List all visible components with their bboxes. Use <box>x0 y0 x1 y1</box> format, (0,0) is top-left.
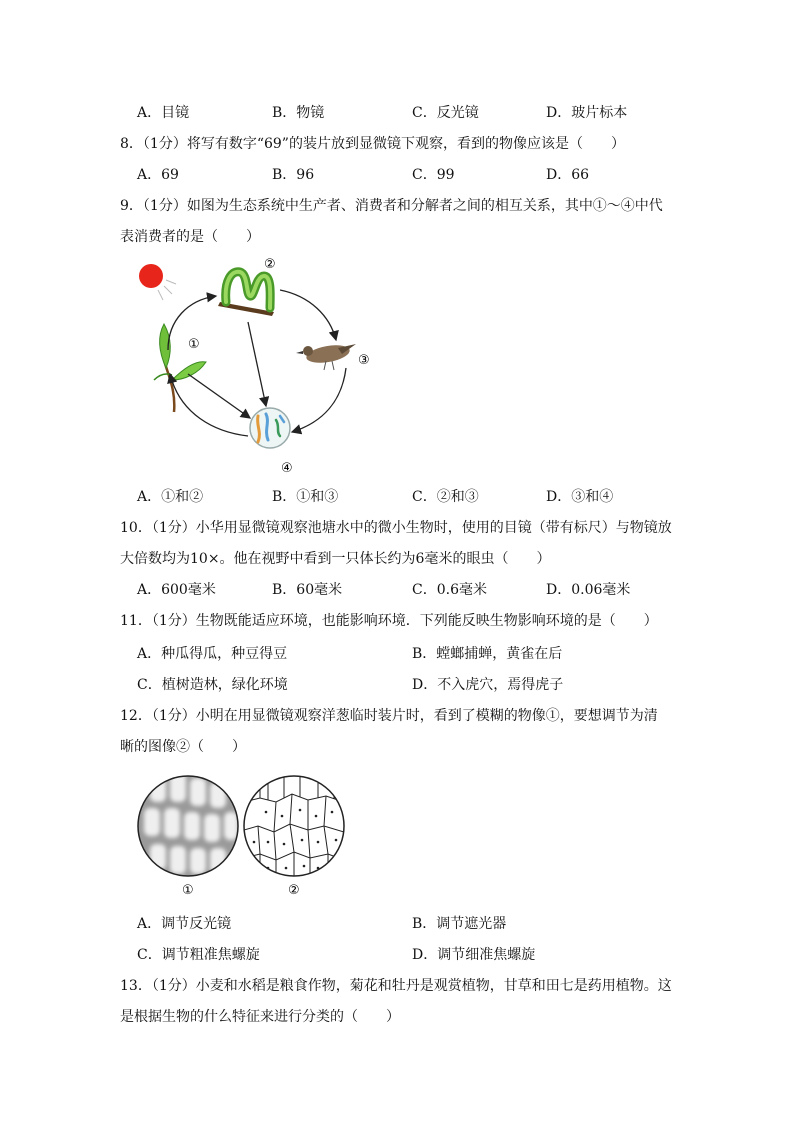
q13-stem-line2: 是根据生物的什么特征来进行分类的（ ） <box>120 1009 400 1025</box>
q7-option-b: B．物镜 <box>272 105 325 121</box>
q10-option-b: B．60毫米 <box>272 582 343 598</box>
q10-option-c: C．0.6毫米 <box>412 582 487 598</box>
q9-stem-line2: 表消费者的是（ ） <box>120 229 260 245</box>
q9-stem-line1: 9．（1分）如图为生态系统中生产者、消费者和分解者之间的相互关系，其中①～④中代 <box>120 198 663 214</box>
q12-option-c: C．调节粗准焦螺旋 <box>137 947 260 963</box>
q9-option-c: C．②和③ <box>412 489 479 505</box>
figure-label-4: ④ <box>281 461 293 476</box>
onion-cells-diagram <box>136 772 356 900</box>
q11-option-d: D．不入虎穴，焉得虎子 <box>412 677 564 693</box>
figure-label-2: ② <box>288 883 300 898</box>
q12-option-a: A．调节反光镜 <box>137 916 232 932</box>
q7-option-d: D．玻片标本 <box>546 105 628 121</box>
ecosystem-diagram <box>128 250 388 480</box>
decomposer-icon <box>250 408 290 448</box>
figure-label-3: ③ <box>358 353 370 368</box>
q9-option-a: A．①和② <box>137 489 204 505</box>
q11-option-c: C．植树造林，绿化环境 <box>137 677 288 693</box>
q10-stem-line2: 大倍数均为10×。他在视野中看到一只体长约为6毫米的眼虫（ ） <box>120 551 551 567</box>
sun-icon <box>139 264 176 300</box>
figure-label-1: ① <box>188 337 200 352</box>
q8-option-a: A．69 <box>137 167 179 183</box>
q7-option-a: A．目镜 <box>137 105 190 121</box>
bird-icon <box>296 342 356 370</box>
q8-option-b: B．96 <box>272 167 315 183</box>
q11-option-b: B．螳螂捕蝉，黄雀在后 <box>412 646 563 662</box>
q12-stem-line2: 晰的图像②（ ） <box>120 739 246 755</box>
q10-option-d: D．0.06毫米 <box>546 582 631 598</box>
q10-stem-line1: 10．（1分）小华用显微镜观察池塘水中的微小生物时，使用的目镜（带有标尺）与物镜放 <box>120 520 672 536</box>
figure-label-2: ② <box>264 257 276 272</box>
q10-option-a: A．600毫米 <box>137 582 216 598</box>
q9-option-d: D．③和④ <box>546 489 614 505</box>
q13-stem-line1: 13．（1分）小麦和水稻是粮食作物，菊花和牡丹是观赏植物，甘草和田七是药用植物。这 <box>120 978 672 994</box>
q12-option-d: D．调节细准焦螺旋 <box>412 947 536 963</box>
clear-view <box>244 772 344 882</box>
q8-stem: 8．（1分）将写有数字“69”的装片放到显微镜下观察，看到的物像应该是（ ） <box>120 136 625 152</box>
q7-option-c: C．反光镜 <box>412 105 479 121</box>
q9-option-b: B．①和③ <box>272 489 339 505</box>
q12-stem-line1: 12．（1分）小明在用显微镜观察洋葱临时装片时，看到了模糊的物像①，要想调节为清 <box>120 708 658 724</box>
q8-option-d: D．66 <box>546 167 590 183</box>
q8-option-c: C．99 <box>412 167 455 183</box>
q11-stem: 11．（1分）生物既能适应环境，也能影响环境．下列能反映生物影响环境的是（ ） <box>120 613 658 629</box>
q12-option-b: B．调节遮光器 <box>412 916 507 932</box>
figure-label-1: ① <box>182 883 194 898</box>
blurry-view <box>138 772 238 876</box>
q11-option-a: A．种瓜得瓜，种豆得豆 <box>137 646 288 662</box>
caterpillar-icon <box>218 272 274 316</box>
